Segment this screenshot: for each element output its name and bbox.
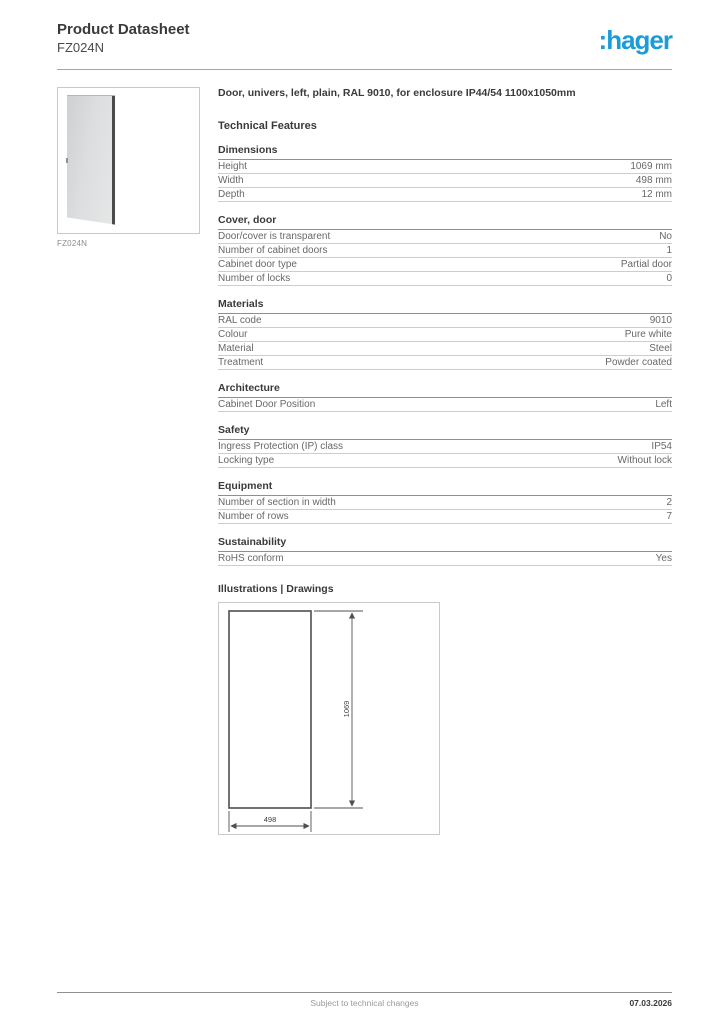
spec-label: Door/cover is transparent [218, 230, 331, 242]
spec-label: Height [218, 160, 247, 172]
spec-row [218, 244, 672, 258]
spec-label: Locking type [218, 454, 275, 466]
illustrations-heading: Illustrations | Drawings [218, 583, 334, 595]
specs-column [218, 87, 672, 835]
spec-row [218, 342, 672, 356]
spec-value: 12 mm [641, 188, 672, 200]
section-title: Cover, door [218, 215, 672, 230]
section-rows [218, 230, 672, 286]
section-title: Safety [218, 425, 672, 440]
header-titles [57, 21, 190, 56]
spec-value: 0 [666, 272, 672, 284]
spec-row [218, 356, 672, 370]
spec-label: Colour [218, 328, 248, 340]
spec-value: Powder coated [605, 356, 672, 368]
section-rows [218, 160, 672, 202]
spec-row [218, 230, 672, 244]
section-title: Sustainability [218, 537, 672, 552]
spec-value: 498 mm [635, 174, 672, 186]
tech-feature-sections [218, 145, 672, 566]
section-rows [218, 314, 672, 370]
spec-row [218, 398, 672, 412]
spec-row [218, 258, 672, 272]
door-illustration [67, 95, 115, 228]
section-title: Equipment [218, 481, 672, 496]
spec-label: RoHS conform [218, 552, 284, 564]
spec-value: Pure white [624, 328, 672, 340]
spec-label: Ingress Protection (IP) class [218, 440, 344, 452]
spec-value: Left [655, 398, 672, 410]
main-area [57, 87, 672, 835]
spec-row [218, 160, 672, 174]
spec-label: Number of section in width [218, 496, 336, 508]
spec-value: 2 [666, 496, 672, 508]
spec-section [218, 383, 672, 412]
section-title: Architecture [218, 383, 672, 398]
section-title: Dimensions [218, 145, 672, 160]
spec-value: Without lock [617, 454, 672, 466]
technical-drawing [218, 602, 440, 835]
section-rows [218, 552, 672, 566]
spec-section [218, 299, 672, 370]
spec-section [218, 145, 672, 202]
spec-row [218, 314, 672, 328]
section-rows [218, 398, 672, 412]
spec-label: Number of locks [218, 272, 291, 284]
spec-label: Number of cabinet doors [218, 244, 328, 256]
spec-row [218, 496, 672, 510]
page-footer [57, 992, 672, 1008]
product-code: FZ024N [57, 39, 104, 55]
product-image [57, 87, 200, 234]
height-dimension-label: 1069 [342, 700, 351, 718]
spec-label: Width [218, 174, 244, 186]
spec-label: Depth [218, 188, 245, 200]
spec-label: Number of rows [218, 510, 289, 522]
section-title: Materials [218, 299, 672, 314]
spec-section [218, 215, 672, 286]
spec-row [218, 440, 672, 454]
section-rows [218, 440, 672, 468]
product-description: Door, univers, left, plain, RAL 9010, for enclosure IP44/54 1100x1050mm [218, 87, 576, 99]
section-rows [218, 496, 672, 524]
spec-value: Partial door [620, 258, 672, 270]
door-hinge [66, 158, 68, 163]
spec-section [218, 425, 672, 468]
footer-note: Subject to technical changes [310, 998, 419, 1008]
spec-row [218, 188, 672, 202]
spec-row [218, 174, 672, 188]
spec-row [218, 272, 672, 286]
spec-value: 7 [666, 510, 672, 522]
hager-logo: :hager [598, 25, 672, 55]
spec-row [218, 328, 672, 342]
spec-label: Material [218, 342, 254, 354]
spec-value: Yes [655, 552, 672, 564]
spec-value: Steel [649, 342, 672, 354]
door-edge [112, 96, 115, 228]
dimension-drawing [219, 603, 439, 834]
spec-value: 1069 mm [630, 160, 672, 172]
footer-date: 07.03.2026 [629, 998, 672, 1008]
spec-value: IP54 [651, 440, 672, 452]
page-header [57, 0, 672, 70]
spec-label: RAL code [218, 314, 262, 326]
spec-label: Cabinet Door Position [218, 398, 316, 410]
drawing-door-outline [229, 611, 311, 808]
spec-row [218, 552, 672, 566]
spec-label: Cabinet door type [218, 258, 297, 270]
spec-section [218, 481, 672, 524]
spec-row [218, 510, 672, 524]
spec-section [218, 537, 672, 566]
width-dimension-label: 498 [263, 815, 277, 824]
spec-value: 9010 [649, 314, 672, 326]
spec-value: No [659, 230, 672, 242]
product-image-column [57, 87, 200, 835]
spec-label: Treatment [218, 356, 264, 368]
technical-features-heading: Technical Features [218, 120, 317, 132]
page-title: Product Datasheet [57, 21, 190, 38]
page-content [57, 0, 672, 1024]
spec-row [218, 454, 672, 468]
product-image-caption: FZ024N [57, 239, 88, 248]
spec-value: 1 [666, 244, 672, 256]
